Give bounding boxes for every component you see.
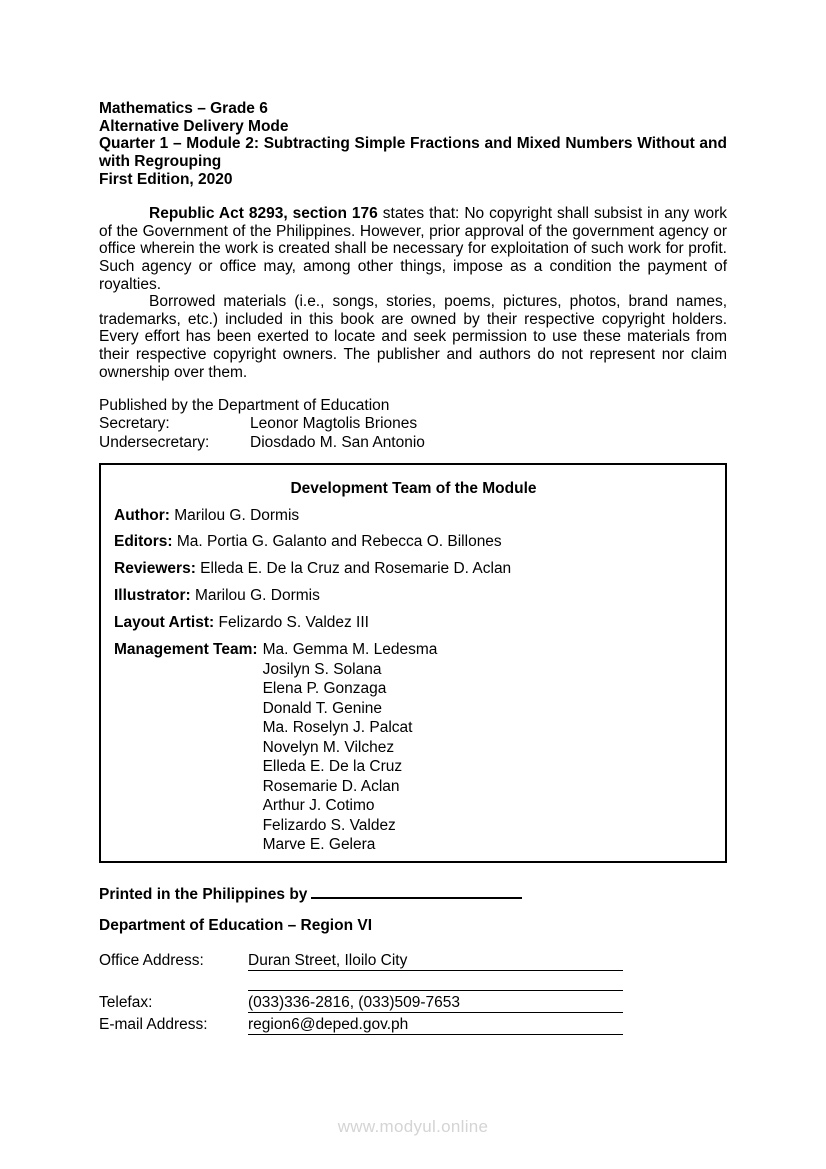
management-name: Donald T. Genine [262,699,383,717]
email-address-row [99,1016,727,1035]
dev-team-entry-layout-artist [114,614,713,632]
delivery-mode-line: Alternative Delivery Mode [99,117,289,135]
editors-value: Ma. Portia G. Galanto and Rebecca O. Billones [176,533,502,551]
office-address-value: Duran Street, Iloilo City [248,952,623,971]
republic-act-title: Republic Act 8293, section 176 [149,205,378,222]
contact-block [99,952,727,1035]
reviewers-value: Elleda E. De la Cruz and Rosemarie D. Aclan [200,560,512,578]
management-team-label: Management Team: [114,641,258,659]
address-continuation-row [99,972,727,991]
telefax-value: (033)336-2816, (033)509-7653 [248,994,623,1013]
office-address-row [99,952,727,971]
edition-line: First Edition, 2020 [99,170,233,188]
dev-team-entry-editors [114,533,713,551]
undersecretary-row [99,434,727,452]
module-title-line-2: with Regrouping [99,153,222,171]
email-address-label: E-mail Address: [99,1016,208,1033]
borrowed-materials-paragraph: Borrowed materials (i.e., songs, stories, poems, pictures, photos, brand names, trademarks, etc.) included in this book are owned by their respective copyright holders. Every effort has been exerted to locate and seek permission to use these materials from their respective copyright owners. The publisher and authors do not represent nor claim ownership over them. [99,293,727,381]
layout-artist-label: Layout Artist: [114,613,215,631]
blank-label [99,972,248,991]
telefax-label: Telefax: [99,994,153,1011]
management-name: Arthur J. Cotimo [262,797,375,815]
author-label: Author: [114,506,170,524]
management-name: Marve E. Gelera [262,836,376,854]
development-team-box [99,463,727,863]
published-by-line: Published by the Department of Education [99,397,390,414]
module-header [99,100,727,189]
email-address-value: region6@deped.gov.ph [248,1016,623,1035]
illustrator-value: Marilou G. Dormis [194,586,320,604]
fill-in-blank-line [311,882,522,899]
author-value: Marilou G. Dormis [174,506,300,524]
secretary-row [99,415,727,433]
management-team-row [114,640,713,855]
reviewers-label: Reviewers: [114,560,196,578]
layout-artist-value: Felizardo S. Valdez III [218,613,369,631]
editors-label: Editors: [114,533,173,551]
secretary-name: Leonor Magtolis Briones [250,415,418,433]
management-name: Felizardo S. Valdez [262,816,396,834]
management-name: Josilyn S. Solana [262,660,382,678]
development-team-title: Development Team of the Module [290,480,537,497]
address-continuation-line [248,972,623,991]
subject-line: Mathematics – Grade 6 [99,100,268,117]
undersecretary-label: Undersecretary: [99,433,210,451]
publisher-block [99,397,727,452]
management-name: Ma. Roselyn J. Palcat [262,719,413,737]
secretary-label: Secretary: [99,415,170,433]
management-name: Novelyn M. Vilchez [262,738,395,756]
telefax-row [99,994,727,1013]
republic-act-text: states that: No copyright shall subsist in any work of the Government of the Philippines. However, prior approval of the government agency or office wherein the work is created shall be necessary for exploitation of such work for profit. Such agency or office may, among other things, impose as a condition the payment of royalties. [99,205,727,293]
printed-in-label: Printed in the Philippines by [99,886,308,903]
dev-team-entry-illustrator [114,587,713,605]
watermark: www.modyul.online [337,1117,489,1136]
copyright-notice-paragraph [99,205,727,294]
printed-in-row [99,882,727,904]
module-title-line-1: Quarter 1 – Module 2: Subtracting Simple Fractions and Mixed Numbers Without and [99,135,727,153]
office-address-label: Office Address: [99,952,204,969]
department-region-line: Department of Education – Region VI [99,917,372,934]
dev-team-entry-author [114,507,713,525]
management-name: Ma. Gemma M. Ledesma [262,641,438,659]
dev-team-entry-reviewers [114,560,713,578]
management-name: Elleda E. De la Cruz [262,758,403,776]
management-team-names [263,640,438,855]
undersecretary-name: Diosdado M. San Antonio [250,433,425,451]
management-name: Elena P. Gonzaga [262,680,387,698]
illustrator-label: Illustrator: [114,586,191,604]
management-name: Rosemarie D. Aclan [262,777,400,795]
